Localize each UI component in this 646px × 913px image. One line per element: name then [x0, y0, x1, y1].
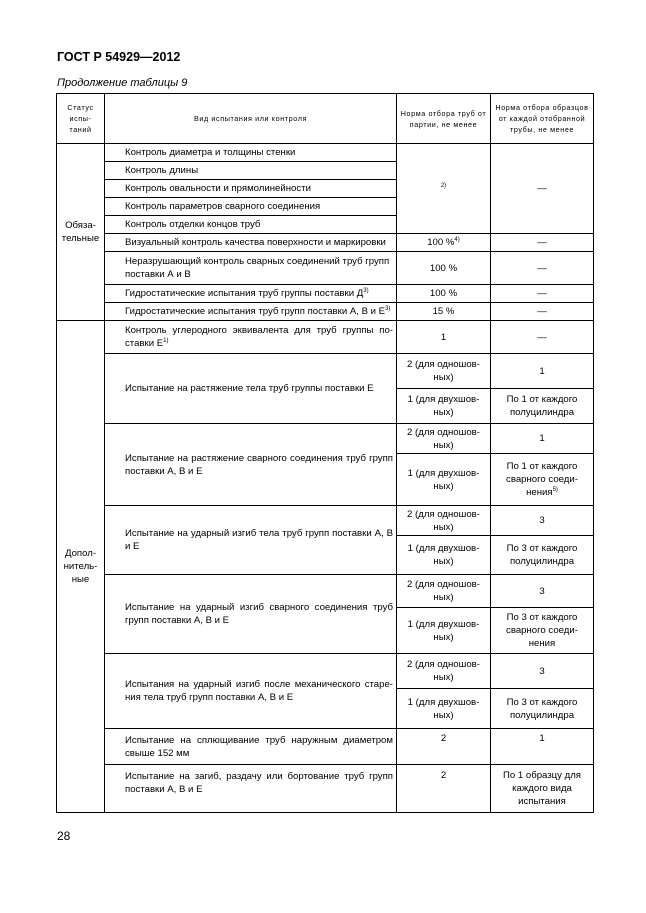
test-cell: Контроль параметров сварного соединения — [105, 198, 397, 216]
mandatory-status-cell: Обяза-тельные — [57, 144, 105, 321]
test-cell: Испытание на ударный изгиб сварного соединения труб групп поставки А, В и Е — [105, 575, 397, 654]
pipe-norm-cell: — — [491, 144, 594, 234]
test-cell: Контроль углеродного эквивалента для труб группы по-ставки $Е^{1)}$ — [105, 321, 397, 354]
footnote-ref: 2) — [440, 183, 447, 189]
batch-norm-cell: 2 (для одношов-ных) — [397, 354, 491, 389]
batch-norm-cell — [397, 144, 491, 234]
footnote-ref: 1) — [163, 338, 169, 344]
test-norms-table — [56, 93, 594, 813]
test-cell: Испытание на сплющивание труб наружным диаметром свыше 152 мм — [105, 729, 397, 765]
table-continuation-caption: Продолжение таблицы 9 — [57, 77, 188, 89]
test-cell: Испытания на ударный изгиб после механического старе-ния тела труб групп поставки А, В и Е — [105, 654, 397, 729]
pipe-norm-cell: 3 — [491, 575, 594, 608]
table-row — [57, 575, 594, 608]
pipe-norm-cell: По 3 от каждого полуцилиндра — [491, 536, 594, 575]
table-header-row — [57, 94, 594, 144]
pipe-norm-cell: 1 — [491, 729, 594, 765]
table-row — [57, 354, 594, 389]
pipe-norm-cell: По 3 от каждого сварного соеди-нения — [491, 608, 594, 654]
test-cell: Контроль овальности и прямолинейности — [105, 180, 397, 198]
footnote-ref: 5) — [552, 487, 558, 493]
footnote-ref: 3) — [363, 288, 369, 294]
pipe-norm-cell: — — [491, 285, 594, 303]
pipe-norm-cell: По 1 образцу для каждого вида испытания — [491, 765, 594, 813]
pipe-norm-cell: — — [491, 234, 594, 252]
test-cell: Гидростатические испытания труб группы поставки $Д^{3)}$ — [105, 285, 397, 303]
pipe-norm-column-header: Норма отбора образцов от каждой отобранной трубы, не менее — [491, 94, 594, 144]
page-number: 28 — [57, 829, 71, 843]
document-header: ГОСТ Р 54929—2012 — [57, 50, 181, 64]
pipe-norm-cell: По 1 от каждого полуцилиндра — [491, 389, 594, 424]
pipe-norm-cell: 1 — [491, 354, 594, 389]
table-row — [57, 303, 594, 321]
pipe-norm-cell: — — [491, 303, 594, 321]
test-cell: Испытание на растяжение сварного соединения труб групп поставки А, В и Е — [105, 424, 397, 506]
batch-norm-cell: 100 % — [397, 252, 491, 285]
footnote-ref: 4) — [454, 237, 460, 243]
batch-norm-cell: 1 (для двухшов-ных) — [397, 536, 491, 575]
table-row — [57, 321, 594, 354]
batch-norm-cell: 100 %$^{4)}$ — [397, 234, 491, 252]
pipe-norm-cell: 3 — [491, 506, 594, 536]
table-row — [57, 765, 594, 813]
status-column-header: Статус испы-таний — [57, 94, 105, 144]
batch-norm-cell: 2 (для одношов-ных) — [397, 424, 491, 454]
batch-norm-cell: 100 % — [397, 285, 491, 303]
table-row — [57, 234, 594, 252]
batch-norm-cell: 1 (для двухшов-ных) — [397, 689, 491, 729]
test-cell: Гидростатические испытания труб групп поставки А, В и $Е^{3)}$ — [105, 303, 397, 321]
pipe-norm-cell: 1 — [491, 424, 594, 454]
pipe-norm-cell: — — [491, 321, 594, 354]
batch-norm-cell: 1 (для двухшов-ных) — [397, 454, 491, 506]
batch-norm-cell: 1 — [397, 321, 491, 354]
pipe-norm-cell: По 3 от каждого полуцилиндра — [491, 689, 594, 729]
test-cell: Неразрушающий контроль сварных соединений труб групп поставки А и В — [105, 252, 397, 285]
table-row — [57, 285, 594, 303]
pipe-norm-cell: По 1 от каждого сварного соеди-нения$^{5)}$ — [491, 454, 594, 506]
batch-norm-cell: 15 % — [397, 303, 491, 321]
table-row — [57, 424, 594, 454]
test-cell: Контроль отделки концов труб — [105, 216, 397, 234]
test-cell: Визуальный контроль качества поверхности и маркировки — [105, 234, 397, 252]
test-cell: Контроль длины — [105, 162, 397, 180]
batch-norm-cell: 2 — [397, 765, 491, 813]
batch-norm-column-header: Норма отбора труб от партии, не менее — [397, 94, 491, 144]
pipe-norm-cell: — — [491, 252, 594, 285]
footnote-ref: 3) — [385, 306, 391, 312]
table-row — [57, 252, 594, 285]
test-cell: Испытание на растяжение тела труб группы поставки Е — [105, 354, 397, 424]
table-row — [57, 506, 594, 536]
test-cell: Контроль диаметра и толщины стенки — [105, 144, 397, 162]
batch-norm-cell: 2 (для одношов-ных) — [397, 654, 491, 689]
table-row — [57, 729, 594, 765]
test-cell: Испытание на ударный изгиб тела труб групп поставки А, В и Е — [105, 506, 397, 575]
batch-norm-cell: 2 — [397, 729, 491, 765]
batch-norm-cell: 2 (для одношов-ных) — [397, 506, 491, 536]
test-column-header: Вид испытания или контроля — [105, 94, 397, 144]
batch-norm-cell: 1 (для двухшов-ных) — [397, 608, 491, 654]
test-cell: Испытание на загиб, раздачу или бортование труб групп поставки А, В и Е — [105, 765, 397, 813]
batch-norm-cell: 2 (для одношов-ных) — [397, 575, 491, 608]
table-row — [57, 144, 594, 162]
pipe-norm-cell: 3 — [491, 654, 594, 689]
table-row — [57, 654, 594, 689]
batch-norm-cell: 1 (для двухшов-ных) — [397, 389, 491, 424]
additional-status-cell: Допол-нитель-ные — [57, 321, 105, 813]
